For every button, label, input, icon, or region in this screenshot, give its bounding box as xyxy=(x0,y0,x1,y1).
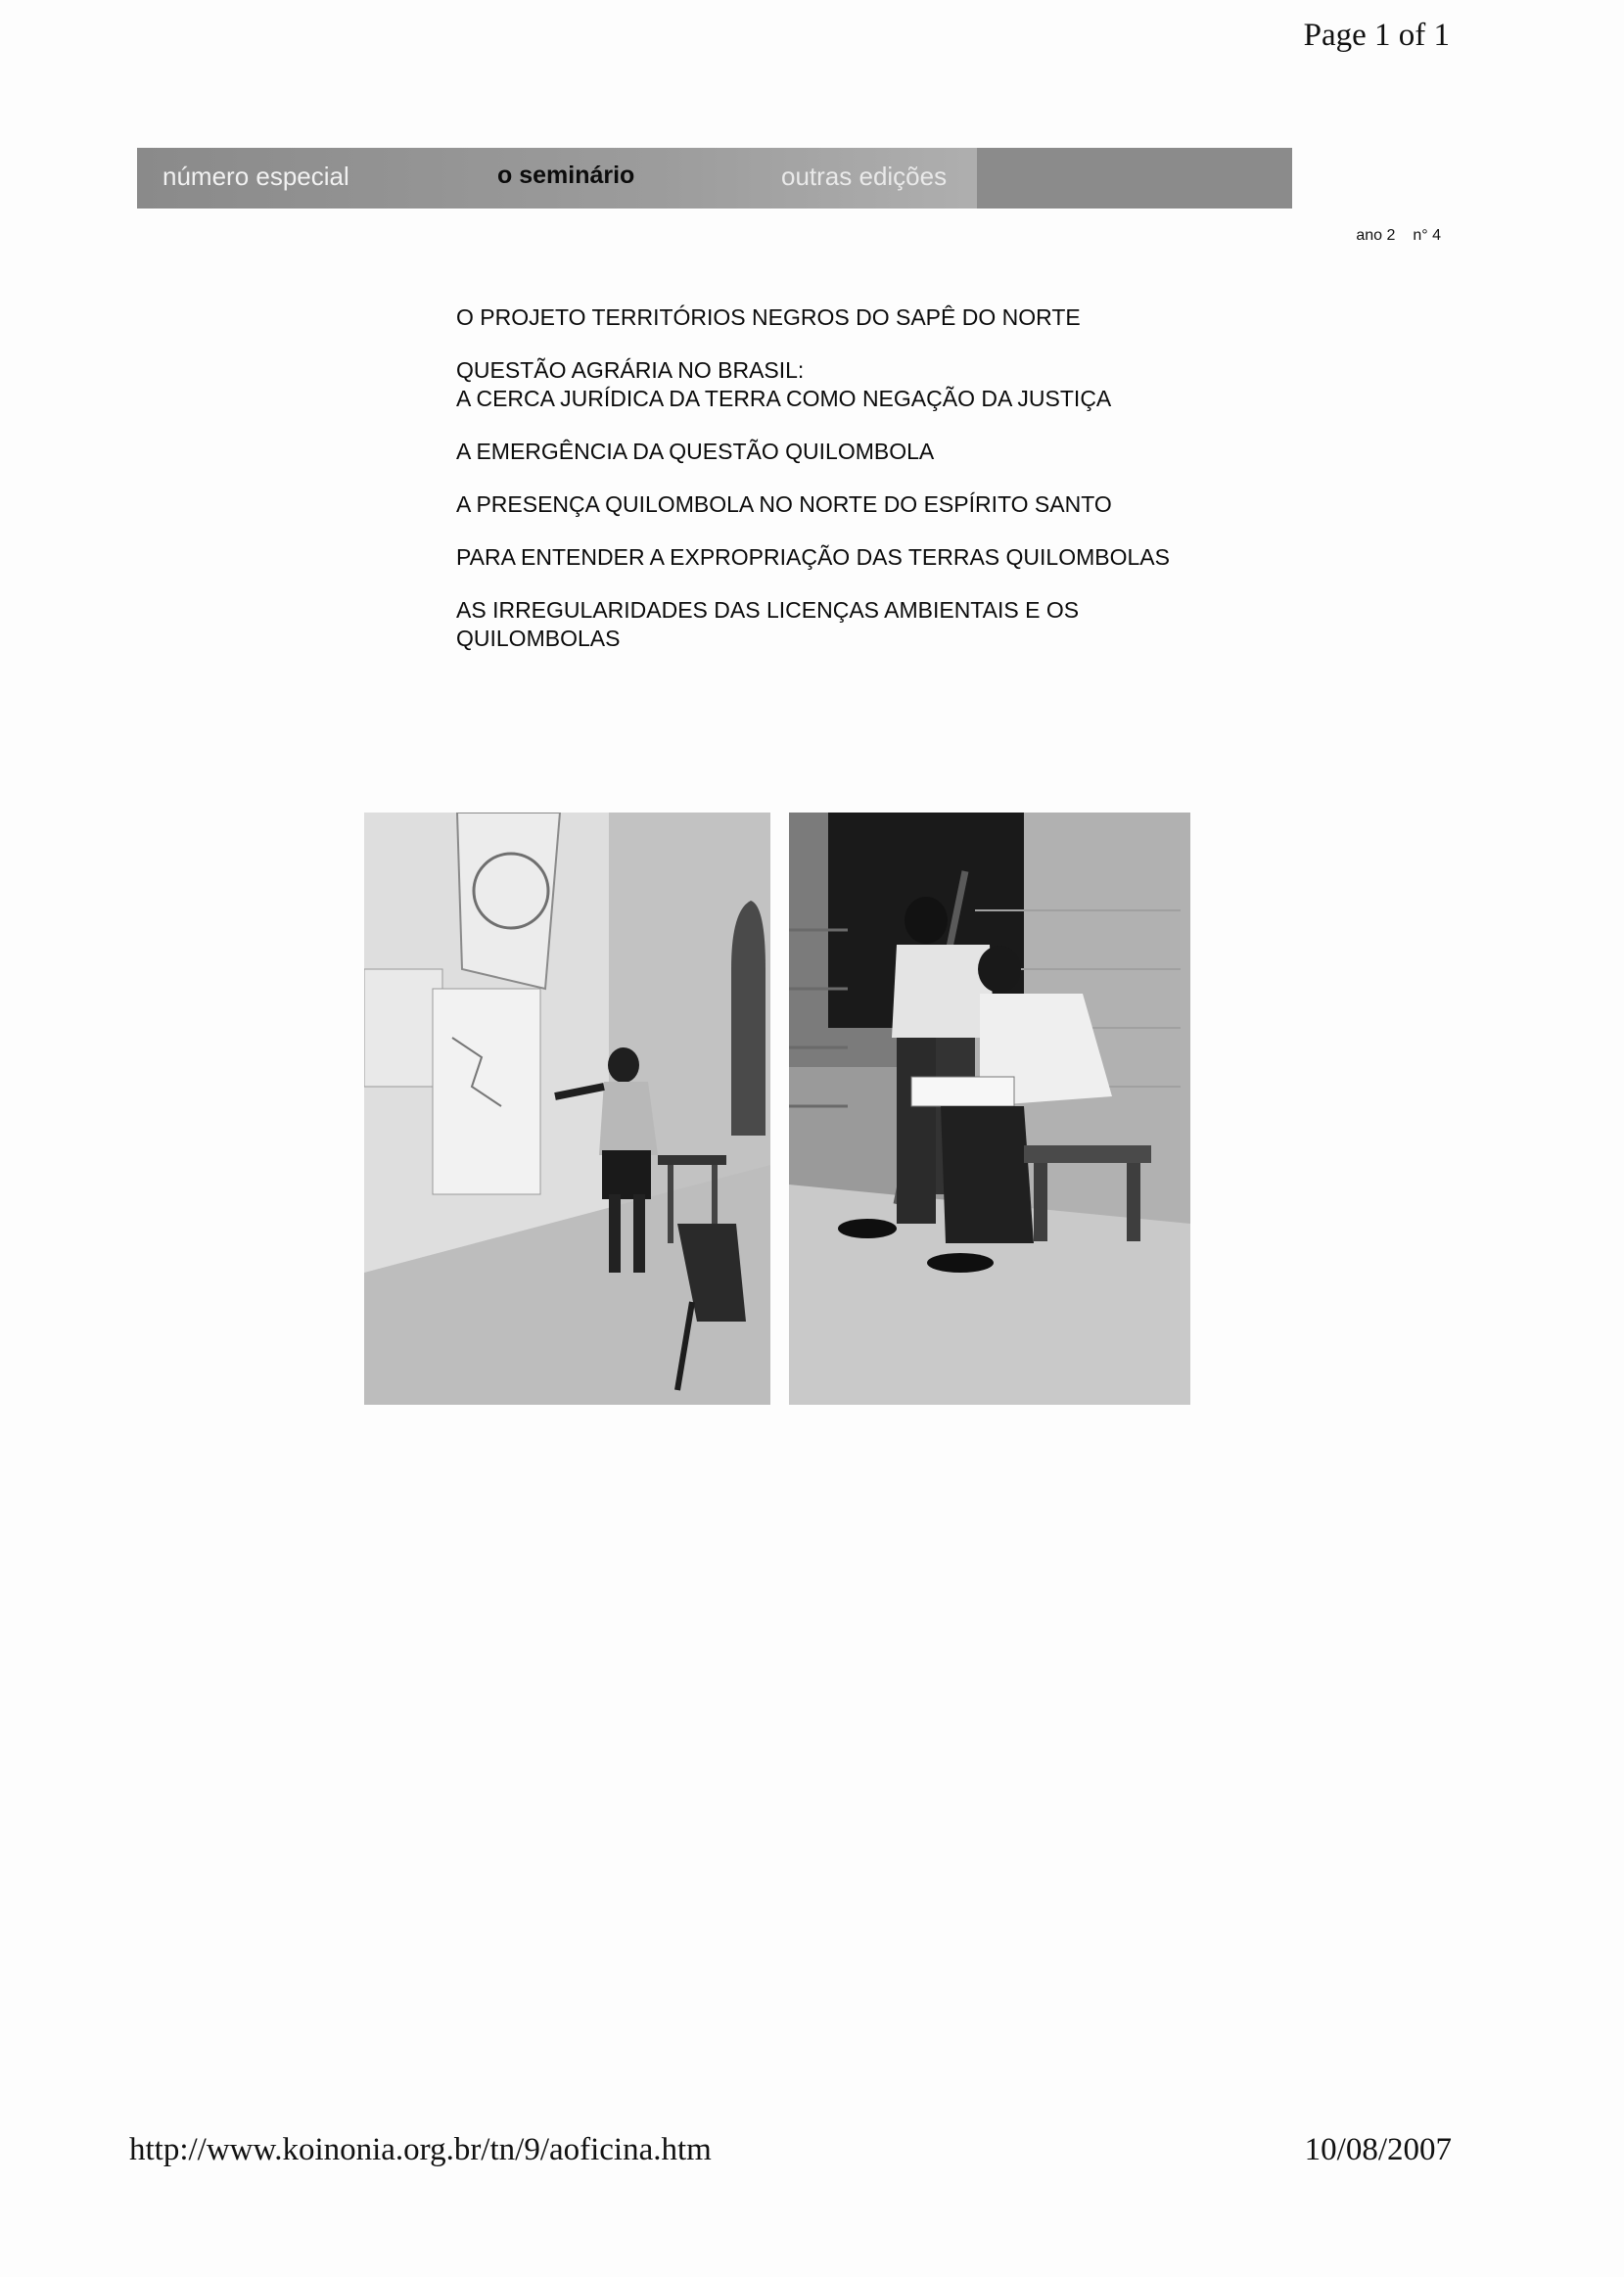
article-link-expropriacao[interactable] xyxy=(456,543,1278,572)
section-nav-bar xyxy=(137,148,1292,209)
article-title-line: QUESTÃO AGRÁRIA NO BRASIL: xyxy=(456,357,805,383)
source-url: http://www.koinonia.org.br/tn/9/aoficina.htm xyxy=(129,2132,712,2167)
issue-number: n° 4 xyxy=(1413,227,1441,244)
article-title-line: PARA ENTENDER A EXPROPRIAÇÃO DAS TERRAS QUILOMBOLAS xyxy=(456,544,1170,570)
article-title-line: O PROJETO TERRITÓRIOS NEGROS DO SAPÊ DO NORTE xyxy=(456,304,1081,330)
nav-link-o-seminario[interactable]: o seminário xyxy=(497,162,635,189)
article-title-line: A EMERGÊNCIA DA QUESTÃO QUILOMBOLA xyxy=(456,439,935,464)
issue-label xyxy=(1356,227,1441,245)
article-link-questao-agraria[interactable] xyxy=(456,356,1278,413)
photo-workshop-wall-chart xyxy=(364,813,770,1405)
print-date: 10/08/2007 xyxy=(1304,2132,1452,2167)
article-link-projeto-territorios[interactable] xyxy=(456,303,1278,332)
photo-participants-writing xyxy=(789,813,1190,1405)
article-title-line: A PRESENÇA QUILOMBOLA NO NORTE DO ESPÍRITO SANTO xyxy=(456,491,1112,517)
nav-link-numero-especial[interactable]: número especial xyxy=(162,162,349,191)
nav-link-outras-edicoes[interactable]: outras edições xyxy=(781,162,948,191)
article-link-licencas-ambientais[interactable] xyxy=(456,596,1278,653)
issue-year: ano 2 xyxy=(1356,227,1396,244)
article-list xyxy=(456,303,1278,677)
nav-bar-filler xyxy=(977,148,1292,209)
article-title-line: AS IRREGULARIDADES DAS LICENÇAS AMBIENTAIS E OS xyxy=(456,597,1080,623)
page-counter: Page 1 of 1 xyxy=(1303,18,1450,53)
article-title-line: QUILOMBOLAS xyxy=(456,626,621,651)
article-title-line: A CERCA JURÍDICA DA TERRA COMO NEGAÇÃO DA JUSTIÇA xyxy=(456,386,1112,411)
article-link-emergencia-quilombola[interactable] xyxy=(456,438,1278,466)
article-link-presenca-quilombola[interactable] xyxy=(456,490,1278,519)
